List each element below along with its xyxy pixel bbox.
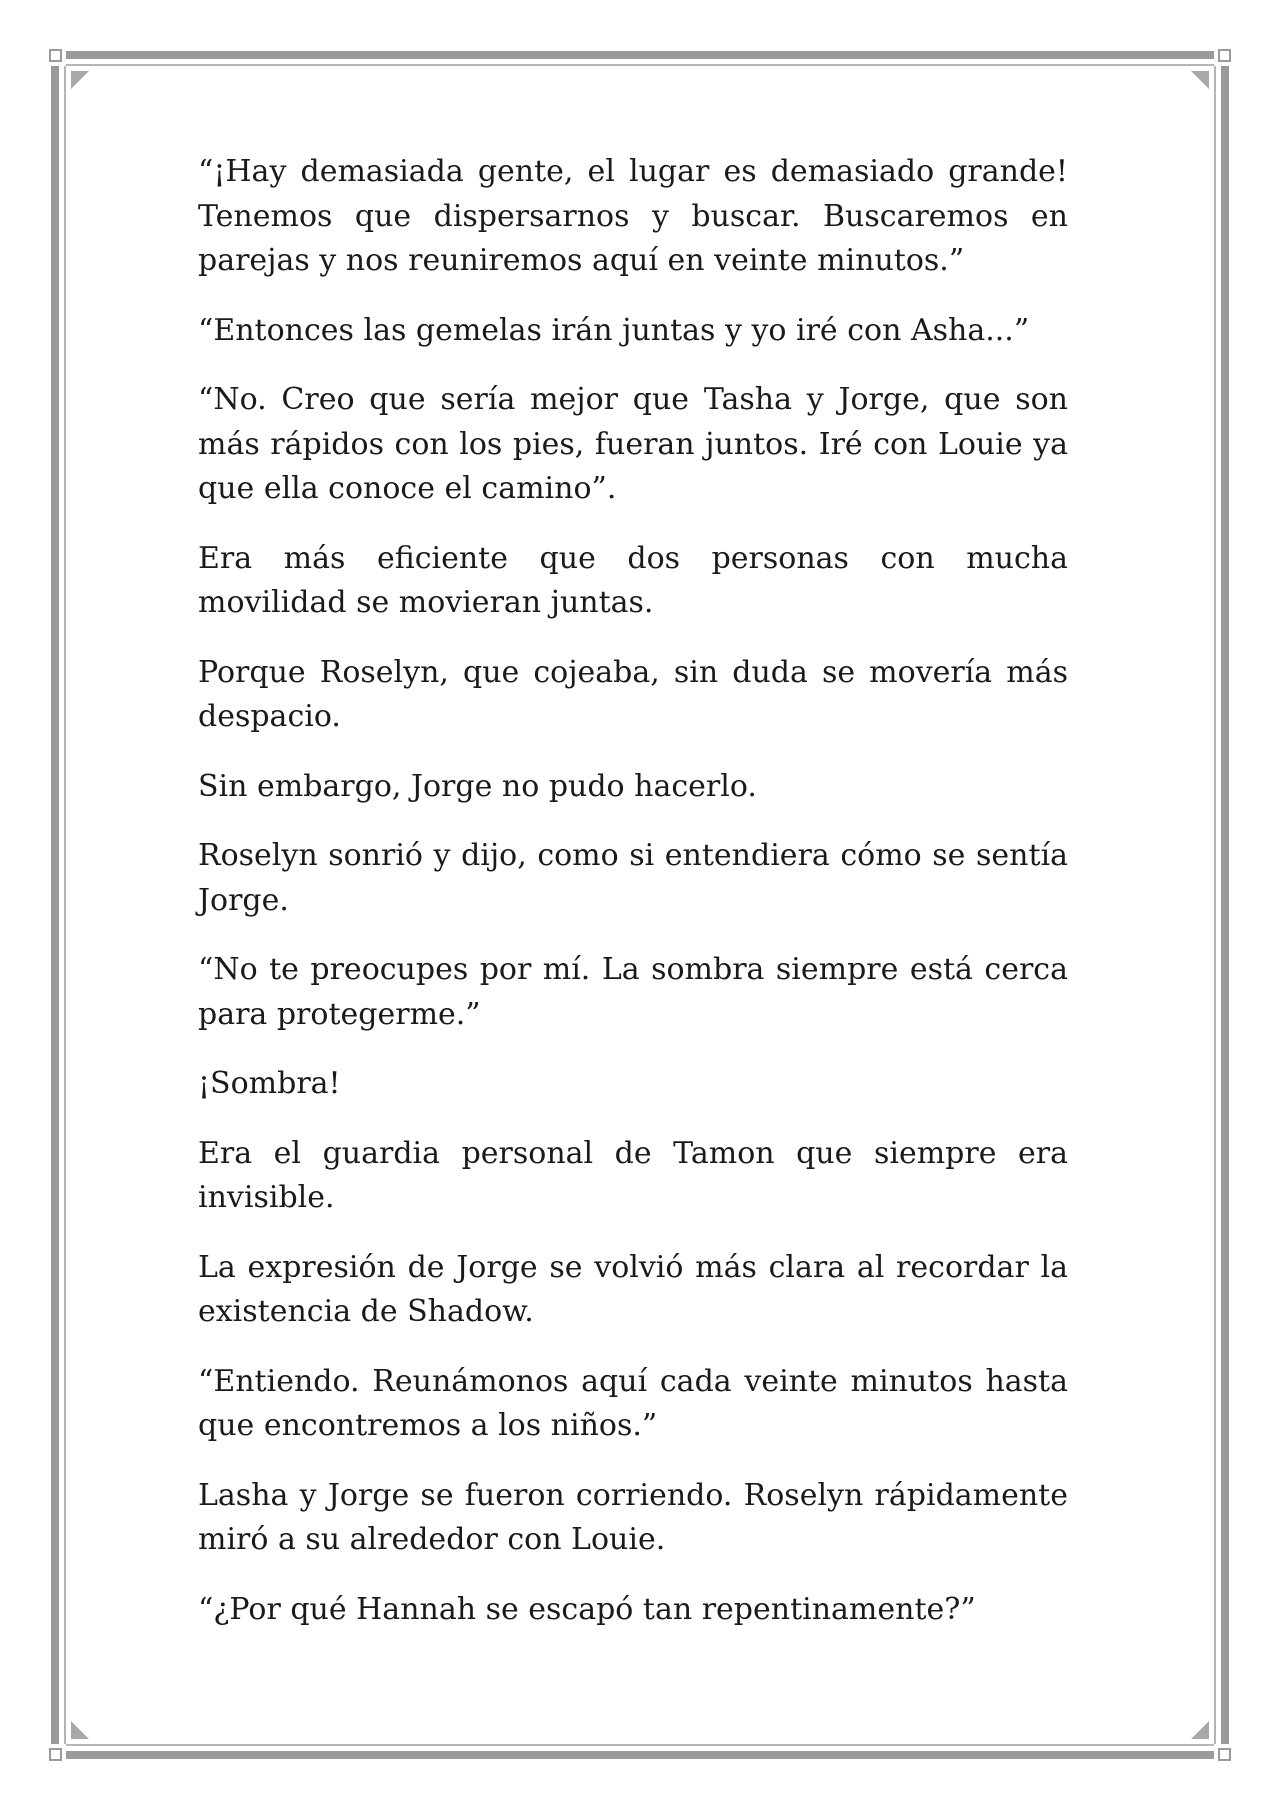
corner-triangle-bottom-right — [1191, 1721, 1209, 1739]
paragraph: Lasha y Jorge se fueron corriendo. Roselyn rápidamente miró a su alrededor con Louie. — [198, 1477, 1068, 1557]
paragraph: “¡Hay demasiada gente, el lugar es demasiado grande! Tenemos que dispersarnos y buscar. Buscaremos en parejas y nos reuniremos aquí en veinte minutos.” — [198, 154, 1068, 278]
paragraph: Era el guardia personal de Tamon que siempre era invisible. — [198, 1135, 1068, 1215]
page-body-text — [198, 150, 1068, 1657]
paragraph: “No te preocupes por mí. La sombra siempre está cerca para protegerme.” — [198, 952, 1068, 1032]
frame-inner-line-right — [1214, 66, 1216, 1744]
frame-border-left — [51, 66, 59, 1744]
corner-ornament-top-left — [49, 49, 62, 62]
frame-border-bottom — [66, 1751, 1214, 1759]
frame-inner-line-top — [66, 64, 1214, 66]
paragraph: Sin embargo, Jorge no pudo hacerlo. — [198, 768, 757, 804]
frame-border-right — [1221, 66, 1229, 1744]
paragraph: “Entonces las gemelas irán juntas y yo iré con Asha...” — [198, 312, 1030, 348]
paragraph: La expresión de Jorge se volvió más clara al recordar la existencia de Shadow. — [198, 1249, 1068, 1329]
corner-triangle-top-left — [71, 71, 89, 89]
paragraph: “No. Creo que sería mejor que Tasha y Jorge, que son más rápidos con los pies, fueran juntos. Iré con Louie ya que ella conoce el camino”. — [198, 382, 1068, 506]
corner-triangle-bottom-left — [71, 1721, 89, 1739]
corner-ornament-bottom-right — [1218, 1748, 1231, 1761]
corner-ornament-top-right — [1218, 49, 1231, 62]
paragraph: Roselyn sonrió y dijo, como si entendiera cómo se sentía Jorge. — [198, 838, 1068, 918]
paragraph: ¡Sombra! — [198, 1066, 341, 1101]
paragraph: Era más eficiente que dos personas con mucha movilidad se movieran juntas. — [198, 540, 1068, 620]
paragraph: Porque Roselyn, que cojeaba, sin duda se movería más despacio. — [198, 654, 1068, 734]
paragraph: “Entiendo. Reunámonos aquí cada veinte minutos hasta que encontremos a los niños.” — [198, 1363, 1068, 1443]
frame-inner-line-left — [64, 66, 66, 1744]
paragraph: “¿Por qué Hannah se escapó tan repentinamente?” — [198, 1591, 976, 1627]
corner-triangle-top-right — [1191, 71, 1209, 89]
frame-inner-line-bottom — [66, 1744, 1214, 1746]
frame-border-top — [66, 51, 1214, 59]
corner-ornament-bottom-left — [49, 1748, 62, 1761]
